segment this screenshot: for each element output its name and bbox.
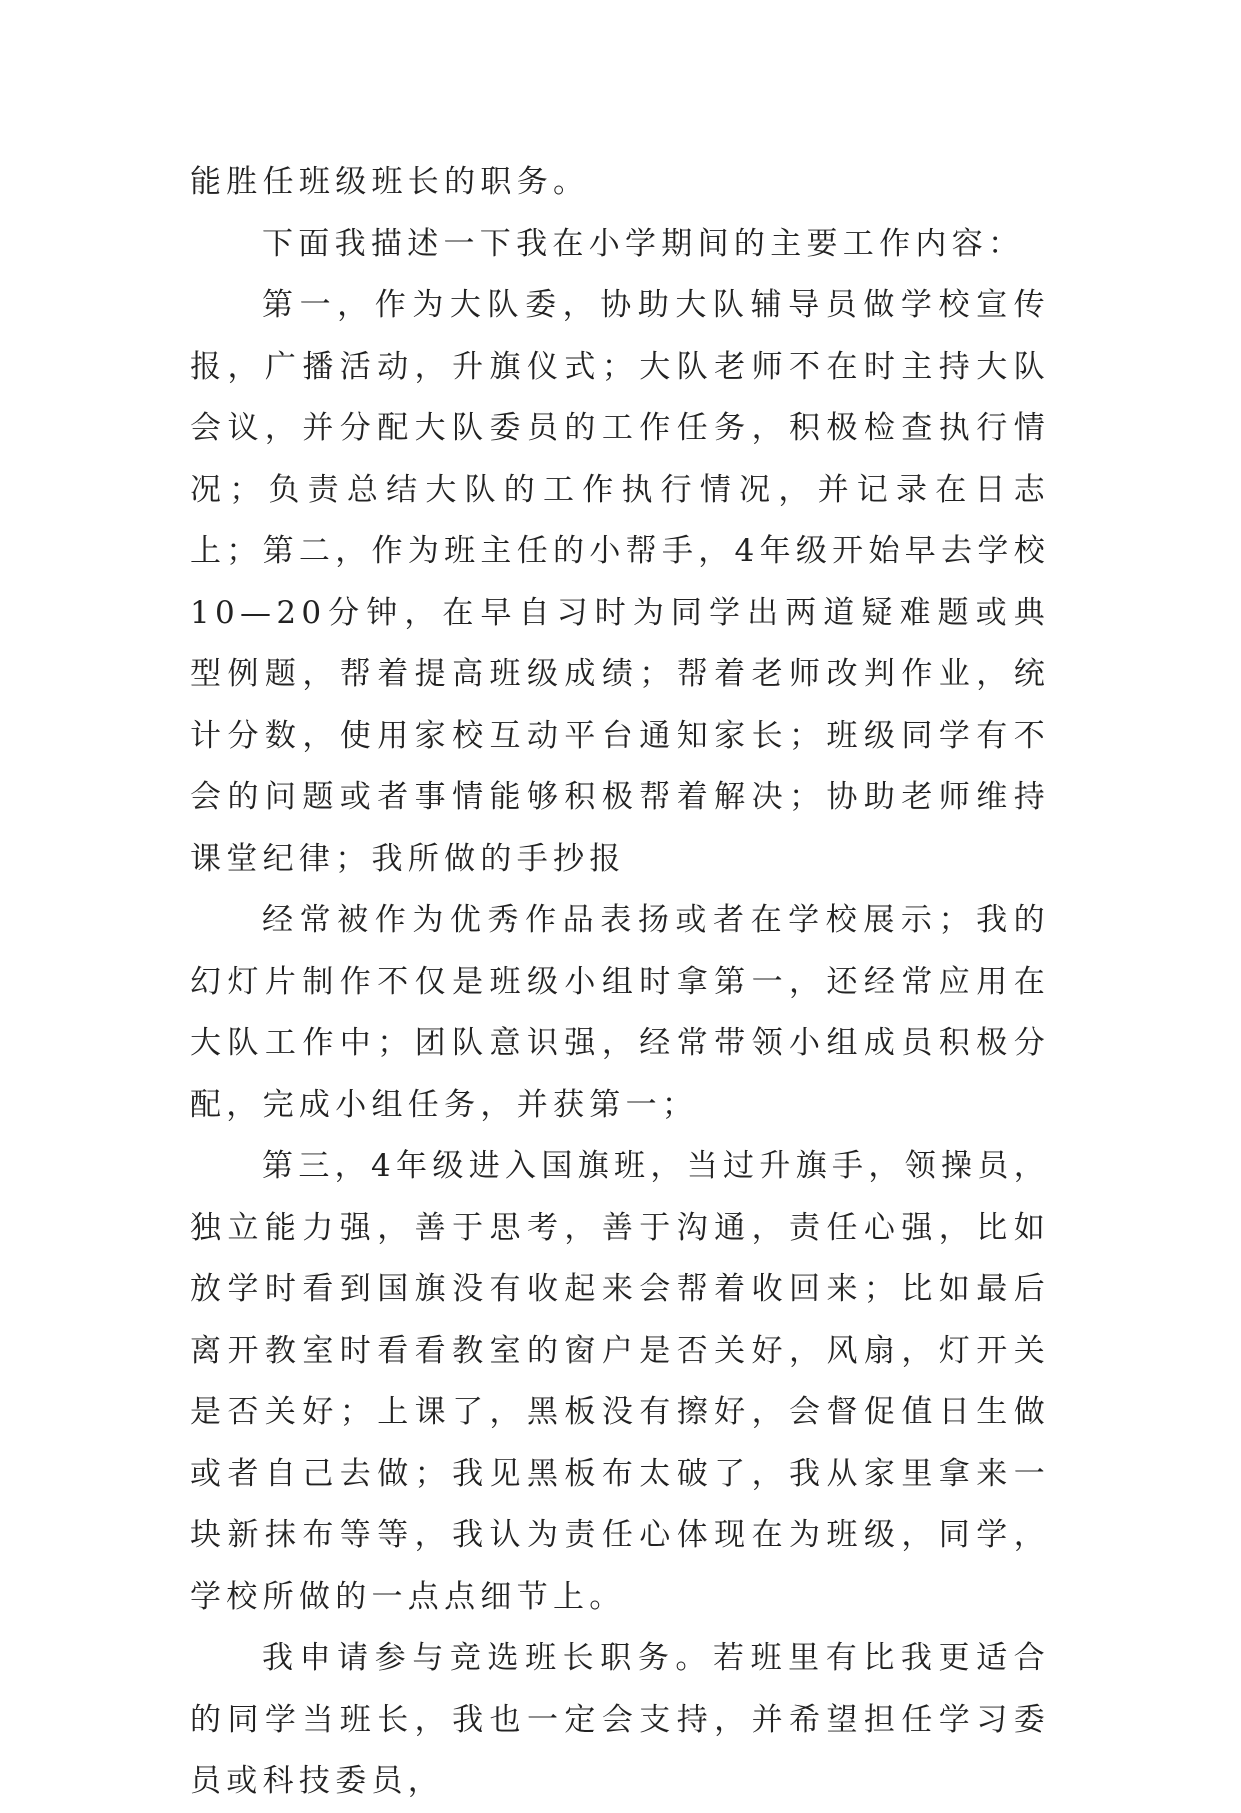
document-body [190,152,1050,1813]
paragraph-3: 第一，作为大队委，协助大队辅导员做学校宣传报，广播活动，升旗仪式；大队老师不在时主持大队会议，并分配大队委员的工作任务，积极检查执行情况；负责总结大队的工作执行情况，并记录在日志上；第二，作为班主任的小帮手，4年级开始早去学校10—20分钟，在早自习时为同学出两道疑难题或典型例题，帮着提高班级成绩；帮着老师改判作业，统计分数，使用家校互动平台通知家长；班级同学有不会的问题或者事情能够积极帮着解决；协助老师维持课堂纪律；我所做的手抄报 [190,287,1050,877]
paragraph-5: 第三，4年级进入国旗班，当过升旗手，领操员，独立能力强，善于思考，善于沟通，责任心强，比如放学时看到国旗没有收起来会帮着收回来；比如最后离开教室时看看教室的窗户是否关好，风扇，灯开关是否关好；上课了，黑板没有擦好，会督促值日生做或者自己去做；我见黑板布太破了，我从家里拿来一块新抹布等等，我认为责任心体现在为班级，同学，学校所做的一点点细节上。 [190,1148,1050,1615]
paragraph-6: 我申请参与竞选班长职务。若班里有比我更适合的同学当班长，我也一定会支持，并希望担任学习委员或科技委员， [190,1640,1050,1799]
paragraph-1: 能胜任班级班长的职务。 [190,164,590,200]
paragraph-4: 经常被作为优秀作品表扬或者在学校展示；我的幻灯片制作不仅是班级小组时拿第一，还经常应用在大队工作中；团队意识强，经常带领小组成员积极分配，完成小组任务，并获第一； [190,902,1050,1123]
paragraph-2: 下面我描述一下我在小学期间的主要工作内容： [262,225,1025,262]
